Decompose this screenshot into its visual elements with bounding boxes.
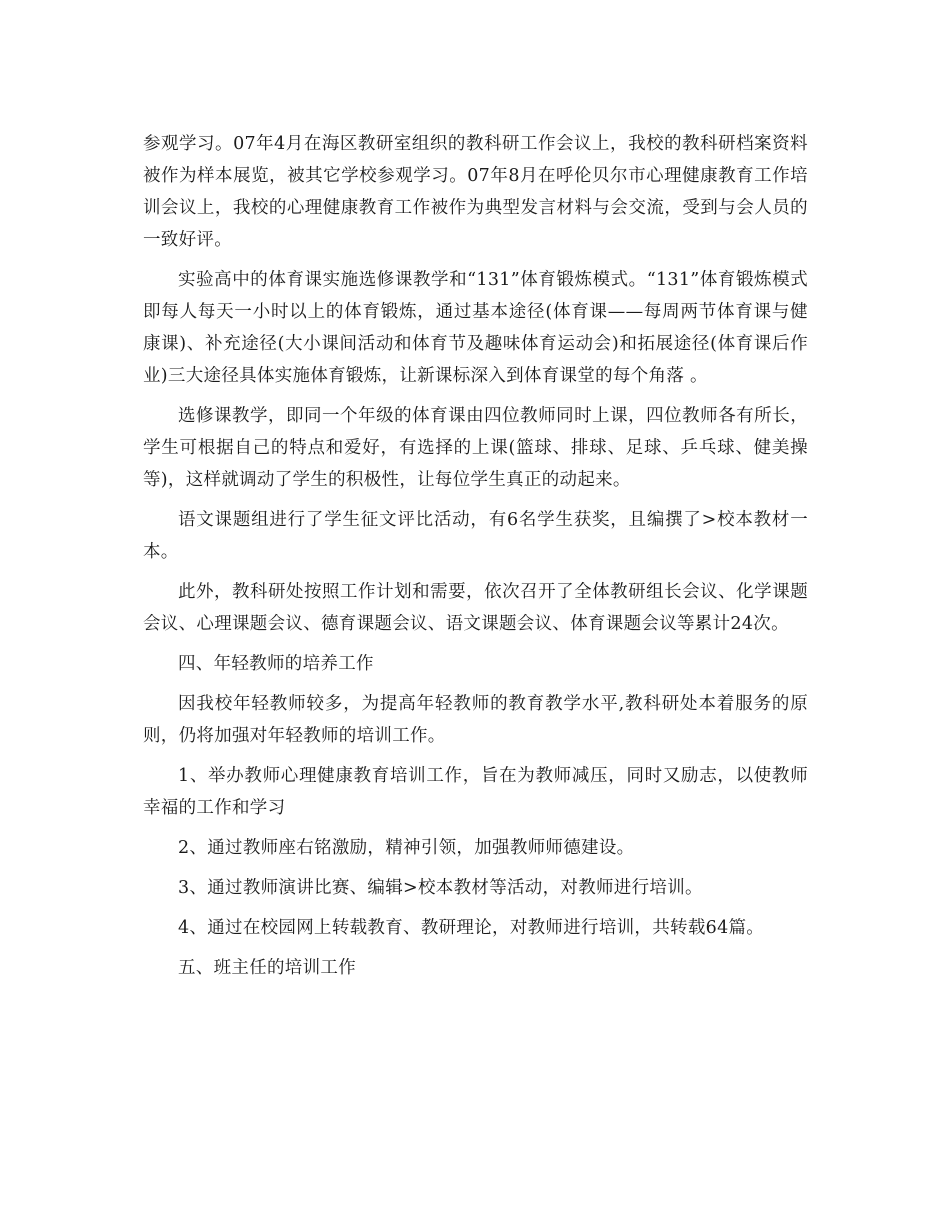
paragraph: 此外，教科研处按照工作计划和需要，依次召开了全体教研组长会议、化学课题会议、心理课题会议、德育课题会议、语文课题会议、体育课题会议等累计24次。 bbox=[143, 582, 808, 634]
list-item: 2、通过教师座右铭激励，精神引领，加强教师师德建设。 bbox=[178, 838, 635, 858]
paragraph: 语文课题组进行了学生征文评比活动，有6名学生获奖，且编撰了>校本教材一本。 bbox=[143, 510, 808, 562]
section-heading: 四、年轻教师的培养工作 bbox=[178, 654, 374, 674]
section-heading: 五、班主任的培训工作 bbox=[178, 958, 356, 978]
paragraph: 实验高中的体育课实施选修课教学和“131”体育锻炼模式。“131”体育锻炼模式即每人每天一小时以上的体育锻炼，通过基本途径(体育课——每周两节体育课与健康课)、补充途径(大小课间活动和体育节及趣味体育运动会)和拓展途径(体育课后作业)三大途径具体实施体育锻炼，让新课标深入到体育课堂的每个角落 。 bbox=[143, 270, 808, 386]
document-body bbox=[143, 128, 808, 992]
list-item: 3、通过教师演讲比赛、编辑>校本教材等活动，对教师进行培训。 bbox=[178, 878, 703, 898]
paragraph: 选修课教学，即同一个年级的体育课由四位教师同时上课，四位教师各有所长，学生可根据自己的特点和爱好，有选择的上课(篮球、排球、足球、乒乓球、健美操等)，这样就调动了学生的积极性，让每位学生真正的动起来。 bbox=[143, 406, 808, 490]
paragraph: 因我校年轻教师较多，为提高年轻教师的教育教学水平,教科研处本着服务的原则，仍将加强对年轻教师的培训工作。 bbox=[143, 694, 808, 746]
list-item: 1、举办教师心理健康教育培训工作，旨在为教师减压，同时又励志，以使教师幸福的工作和学习 bbox=[143, 766, 808, 818]
paragraph: 参观学习。07年4月在海区教研室组织的教科研工作会议上，我校的教科研档案资料被作为样本展览，被其它学校参观学习。07年8月在呼伦贝尔市心理健康教育工作培训会议上，我校的心理健康教育工作被作为典型发言材料与会交流，受到与会人员的一致好评。 bbox=[143, 134, 808, 250]
list-item: 4、通过在校园网上转载教育、教研理论，对教师进行培训，共转载64篇。 bbox=[178, 918, 765, 938]
